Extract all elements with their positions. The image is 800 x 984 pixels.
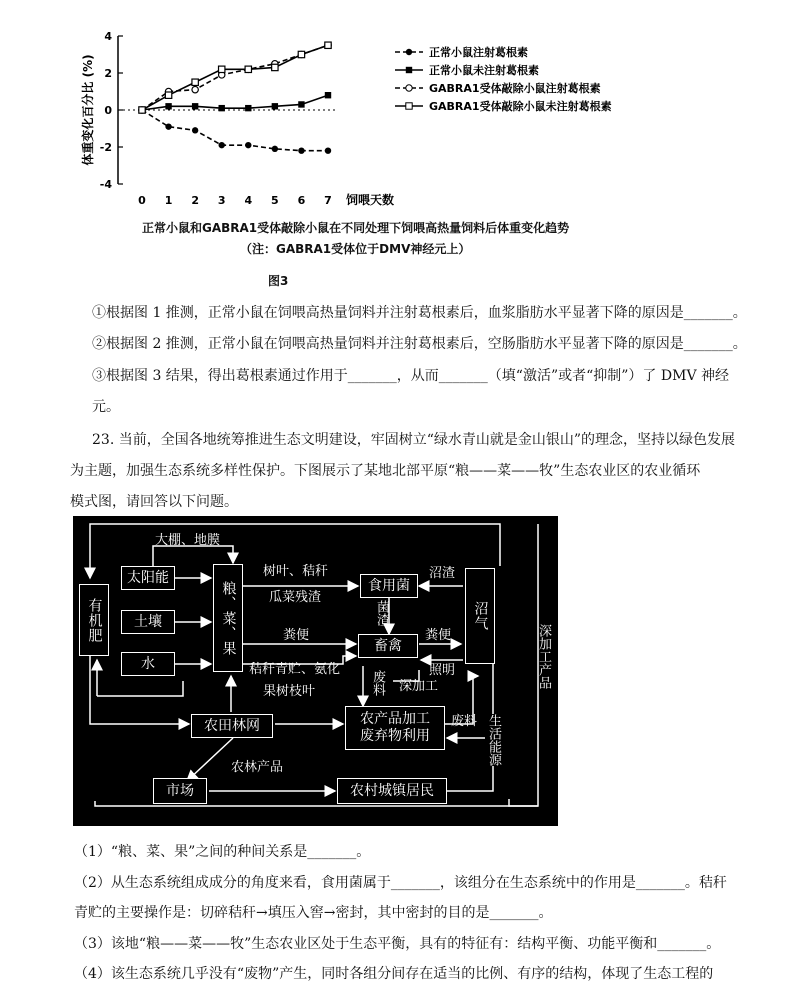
data-point [272,64,278,70]
chart-note: （注：GABRA1受体位于DMV神经元上） [240,242,471,256]
series-line-0 [142,110,328,151]
y-tick-label: 0 [104,104,112,117]
residents-box: 农村城镇居民 [337,778,447,804]
x-axis-label: 饲喂天数 [346,193,395,207]
subquestion-4: （4）该生态系统几乎没有“废物”产生，同时各组分间存在适当的比例、有序的结构，体现了生态工程的 [74,966,714,982]
soil-box: 土壤 [121,610,175,634]
x-tick-label: 3 [217,194,226,207]
data-point [192,86,198,92]
crops-box: 粮、菜、果 [213,564,243,672]
x-tick-label: 7 [324,194,332,207]
question-23-line3: 模式图，请回答以下问题。 [70,494,238,510]
label-silage: 秸秆青贮、氨化 [249,662,341,677]
data-point [325,148,331,154]
data-point [298,51,304,57]
question-3a: ③根据图 3 结果，得出葛根素通过作用于_______，从而_______（填“激活”或者“抑制”）了 DMV 神经 [92,368,730,384]
data-point [219,105,225,111]
biogas-box: 沼气 [465,568,495,664]
question-23-line2: 为主题，加强生态系统多样性保护。下图展示了某地北部平原“粮——菜——牧”生态农业区的农业循环 [70,463,701,479]
label-dregs: 沼渣 [429,566,456,581]
question-3b: 元。 [92,399,120,415]
legend-label: GABRA1受体敲除小鼠注射葛根素 [429,82,601,95]
label-greenhouse: 大棚、地膜 [155,533,221,548]
x-tick-label: 4 [244,194,253,207]
legend-label: 正常小鼠注射葛根素 [429,46,528,59]
x-tick-label: 5 [271,194,279,207]
chart-legend [395,45,612,113]
label-waste-1: 废料 [370,670,385,696]
legend-marker [406,85,412,91]
data-point [272,146,278,152]
subquestion-2a: （2）从生态系统组成成分的角度来看，食用菌属于_______，该组分在生态系统中的作用是_______。秸秆 [74,875,727,891]
label-agro-forest: 农林产品 [231,760,284,775]
label-branches: 果树枝叶 [263,684,316,699]
sun-box: 太阳能 [121,566,175,590]
subquestion-3: （3）该地“粮——菜——牧”生态农业区处于生态平衡，具有的特征有：结构平衡、功能平衡和_______。 [74,936,721,952]
figure-label: 图3 [268,274,289,288]
data-point [219,66,225,72]
data-point [219,142,225,148]
data-point [192,127,198,133]
x-tick-label: 0 [138,194,146,207]
water-box: 水 [121,652,175,676]
legend-label: 正常小鼠未注射葛根素 [429,64,539,77]
x-tick-label: 6 [297,194,306,207]
label-deep-products: 深加工产品 [536,624,551,689]
data-point [298,148,304,154]
y-tick-label: -4 [99,178,112,191]
fertilizer-box: 有机肥 [79,584,109,656]
legend-marker [406,67,412,73]
x-tick-label: 2 [191,194,199,207]
data-point [325,42,331,48]
label-fungus-residue: 菌渣 [374,600,389,626]
chart-title: 正常小鼠和GABRA1受体敲除小鼠在不同处理下饲喂高热量饲料后体重变化趋势 [142,221,570,235]
network-box: 农田林网 [191,714,273,738]
data-point [165,103,171,109]
data-point [245,142,251,148]
label-life-energy: 生活能源 [486,714,501,766]
label-waste-2: 废料 [451,714,478,729]
data-point [272,103,278,109]
y-tick-label: -2 [99,141,112,154]
label-lighting: 照明 [429,663,456,678]
data-point [165,92,171,98]
data-point [298,101,304,107]
data-point [245,66,251,72]
subquestion-2b: 青贮的主要操作是：切碎秸秆→填压入窖→密封，其中密封的目的是_______。 [74,905,553,921]
market-box: 市场 [153,778,207,804]
label-residue: 瓜菜残渣 [269,590,322,605]
legend-marker [406,49,412,55]
label-manure-2: 粪便 [425,628,452,643]
eco-agriculture-diagram [73,516,558,826]
data-point [245,105,251,111]
label-leaves: 树叶、秸秆 [263,564,329,579]
data-point [165,123,171,129]
data-point [325,92,331,98]
data-point [139,107,145,113]
subquestion-1: （1）“粮、菜、果”之间的种间关系是_______。 [74,844,371,860]
processing-line: 农产品加工 废弃物利用 [360,711,430,744]
livestock-box: 畜禽 [358,634,418,658]
y-tick-label: 4 [104,30,112,43]
label-manure-1: 粪便 [283,628,310,643]
fungi-box: 食用菌 [360,574,418,598]
y-axis-label: 体重变化百分比 (%) [81,54,95,166]
question-1: ①根据图 1 推测，正常小鼠在饲喂高热量饲料并注射葛根素后，血浆脂肪水平显著下降的原因是_______。 [92,305,747,321]
data-point [192,103,198,109]
question-23-line1: 23. 当前，全国各地统筹推进生态文明建设，牢固树立“绿水青山就是金山银山”的理念，坚持以绿色发展 [92,432,736,448]
label-deep: 深加工 [399,679,439,694]
data-point [192,79,198,85]
x-tick-label: 1 [164,194,173,207]
legend-marker [406,103,412,109]
y-tick-label: 2 [104,67,112,80]
chart-series [139,42,331,154]
processing-box [345,706,445,750]
question-2: ②根据图 2 推测，正常小鼠在饲喂高热量饲料并注射葛根素后，空肠脂肪水平显著下降的原因是_______。 [92,336,747,352]
legend-label: GABRA1受体敲除小鼠未注射葛根素 [429,100,612,113]
